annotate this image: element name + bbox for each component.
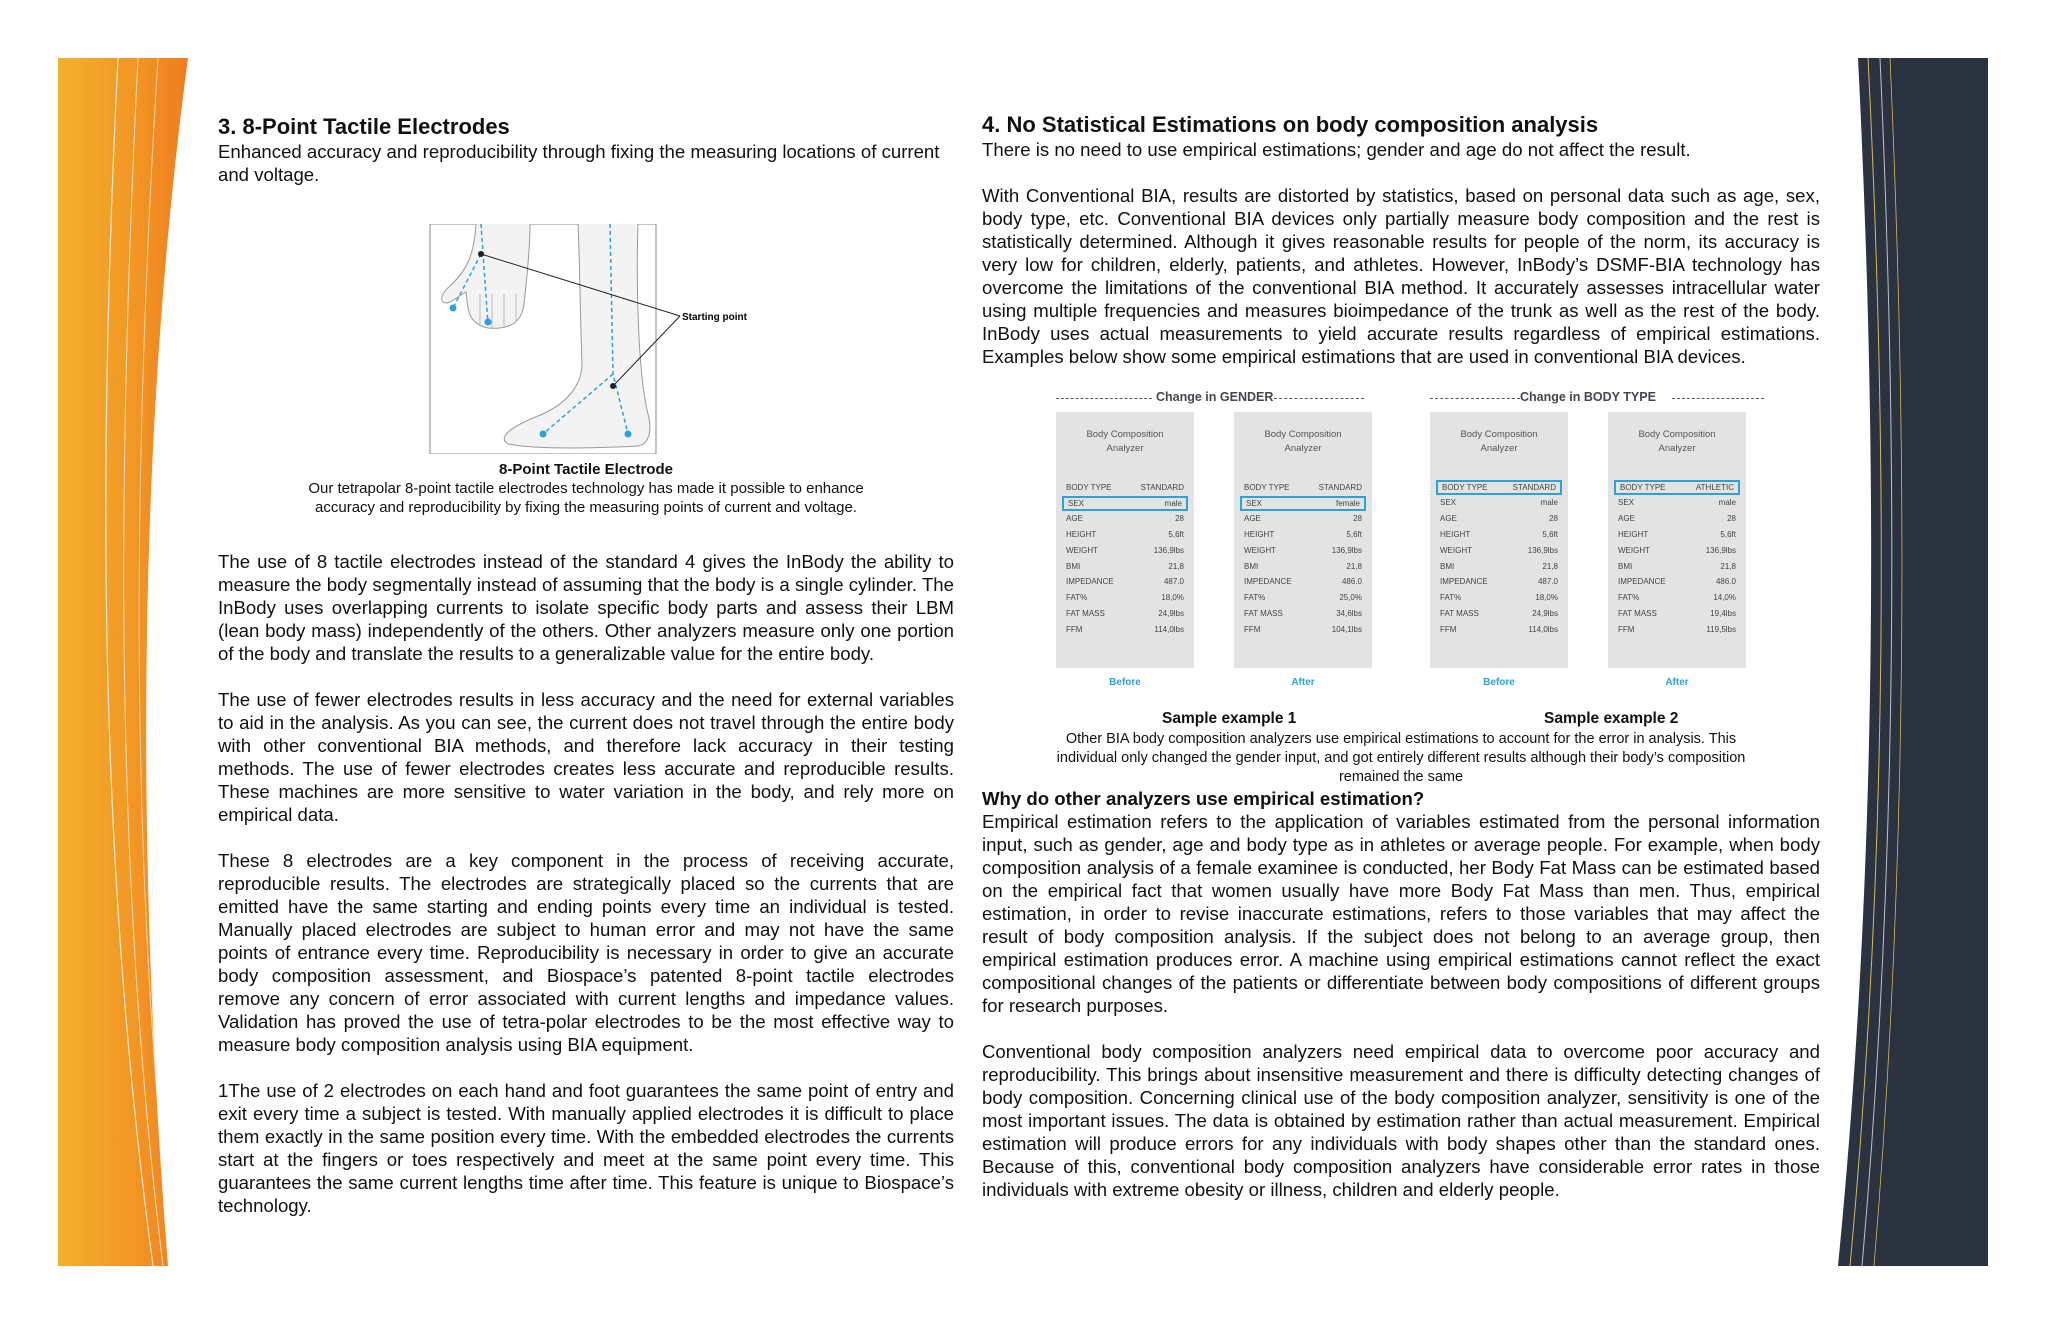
receipt-row — [1436, 621, 1562, 637]
hand-foot-electrode-illustration — [218, 224, 954, 454]
receipt-field: FFM — [1244, 624, 1261, 634]
receipt-field: HEIGHT — [1440, 529, 1471, 539]
receipt-field: FFM — [1066, 624, 1083, 634]
why-subheading: Why do other analyzers use empirical estimation? — [982, 788, 1425, 809]
section-3-intro: Enhanced accuracy and reproducibility through fixing the measuring locations of current and voltage. — [218, 141, 940, 185]
receipt-value: 5,6ft — [1168, 529, 1184, 539]
receipt-field: AGE — [1066, 514, 1083, 524]
receipt-title-line: Analyzer — [1106, 443, 1144, 454]
receipt-row — [1614, 621, 1740, 637]
analyzer-receipt — [1234, 412, 1372, 688]
receipt-row — [1614, 480, 1740, 495]
receipt-before-after-label: After — [1665, 677, 1689, 688]
receipt-field: SEX — [1068, 498, 1085, 508]
receipt-value: 21,8 — [1346, 561, 1362, 571]
receipt-field: BODY TYPE — [1244, 483, 1290, 493]
right-paragraph-1: With Conventional BIA, results are distorted by statistics, based on personal data such as age, sex, body type, etc. Conventional BIA devices only partially measure body composition and the rest is statistically determined. Although it gives reasonable results for people of the norm, its accuracy is very low for children, elderly, patients, and athletes. However, InBody’s DSMF-BIA technology has overcome the limitations of the conventional BIA method. It accurately assesses intracellular water using multiple frequencies and measures bioimpedance of the trunk as well as the rest of the body. InBody uses actual measurements to yield accurate results regardless of empirical estimations. Examples below show some empirical estimations that are used in conventional BIA devices. — [982, 185, 1820, 367]
receipt-row — [1240, 558, 1366, 574]
receipt-before-after-label: After — [1291, 677, 1315, 688]
receipt-field: BMI — [1618, 561, 1633, 571]
receipt-value: 104,1lbs — [1331, 624, 1362, 634]
receipt-field: IMPEDANCE — [1440, 577, 1488, 587]
receipt-value: 28 — [1727, 514, 1736, 524]
receipt-row — [1240, 590, 1366, 606]
right-paragraph-2: Empirical estimation refers to the application of variables estimated from the personal information input, such as gender, age and body type as in athletes or average people. For example, when body composition analysis of a female examinee is conducted, her Body Fat Mass can be estimated based on the empirical fact that women usually have more Body Fat Mass than men. Thus, empirical estimation, in order to revise inaccurate estimations, refers to those variables that may affect the result of body composition analysis. If the subject does not belong to an average group, then empirical estimation produces error. A machine using empirical estimations cannot reflect the exact compositional changes of the patients or differentiate between body compositions of different groups for research purposes. — [982, 811, 1820, 1016]
receipt-title-line: Body Composition — [1264, 429, 1342, 440]
receipt-field: BMI — [1440, 561, 1455, 571]
receipt-row — [1436, 480, 1562, 495]
receipt-field: BODY TYPE — [1620, 483, 1666, 492]
receipt-field: FAT MASS — [1440, 608, 1479, 618]
left-paragraph-2: The use of fewer electrodes results in less accuracy and the need for external variables to aid in the analysis. As you can see, the current does not travel through the entire body with other conventional BIA methods, and therefore lack accuracy in their testing methods. The use of fewer electrodes creates less accurate and reproducible results. These machines are more sensitive to water variation in the body, and rely more on empirical data. — [218, 689, 954, 825]
receipt-before-after-label: Before — [1483, 677, 1515, 688]
receipt-row — [1436, 511, 1562, 527]
receipt-row — [1240, 574, 1366, 590]
receipt-field: BODY TYPE — [1066, 483, 1112, 493]
receipt-row — [1436, 558, 1562, 574]
receipt-row — [1062, 542, 1188, 558]
receipt-title-line: Analyzer — [1284, 443, 1322, 454]
receipt-value: 136,9lbs — [1705, 545, 1736, 555]
group-gender-label: Change in GENDER — [1156, 390, 1274, 404]
left-paragraph-3: These 8 electrodes are a key component in the process of receiving accurate, reproducible results. The electrodes are strategically placed so the currents that are emitted have the same starting and ending points every time an individual is tested. Manually placed electrodes are subject to human error and may not have the same points of entrance every time. Reproducibility is necessary in order to give an accurate body composition assessment, and Biospace’s patented 8-point tactile electrodes remove any concern of error associated with current lengths and impedance values. Validation has proved the use of tetra-polar electrodes to be the most effective way to measure body composition analysis using BIA equipment. — [218, 850, 954, 1055]
sample-example-1-label: Sample example 1 — [1162, 710, 1297, 727]
receipt-row — [1614, 527, 1740, 543]
receipt-row — [1436, 495, 1562, 511]
receipt-field: HEIGHT — [1618, 529, 1649, 539]
analyzer-receipt — [1608, 412, 1746, 688]
receipt-field: BMI — [1244, 561, 1259, 571]
analyzer-receipt — [1430, 412, 1568, 688]
figure-caption — [218, 460, 954, 517]
receipt-row — [1614, 558, 1740, 574]
receipt-row — [1436, 542, 1562, 558]
receipt-row — [1436, 574, 1562, 590]
receipt-row — [1240, 527, 1366, 543]
receipt-value: 114,0lbs — [1528, 624, 1558, 634]
receipt-field: FFM — [1440, 624, 1457, 634]
receipt-field: WEIGHT — [1066, 545, 1098, 555]
receipt-row — [1062, 621, 1188, 637]
group-bodytype-label: Change in BODY TYPE — [1520, 390, 1656, 404]
receipt-value: 136,9lbs — [1331, 545, 1362, 555]
receipt-title-line: Analyzer — [1480, 443, 1518, 454]
receipt-value: 119,5lbs — [1706, 624, 1736, 634]
receipt-field: AGE — [1618, 514, 1635, 524]
sample-example-2-label: Sample example 2 — [1544, 710, 1679, 727]
starting-point-label: Starting point — [682, 312, 747, 323]
receipt-value: 18,0% — [1161, 593, 1184, 603]
receipt-row — [1240, 480, 1366, 496]
receipt-value: ATHLETIC — [1695, 483, 1734, 492]
empirical-examples-figure — [982, 390, 1820, 710]
receipt-row — [1062, 480, 1188, 496]
receipt-title-line: Body Composition — [1638, 429, 1716, 440]
receipt-value: 21,8 — [1720, 561, 1736, 571]
receipt-title — [1056, 428, 1194, 456]
sample-labels — [982, 710, 1820, 730]
receipt-field: HEIGHT — [1066, 529, 1097, 539]
receipt-value: 5,6ft — [1346, 529, 1362, 539]
receipt-row — [1062, 527, 1188, 543]
receipt-row — [1436, 527, 1562, 543]
receipt-value: male — [1164, 498, 1182, 508]
receipt-row — [1614, 495, 1740, 511]
receipt-value: 5,6ft — [1542, 529, 1558, 539]
receipt-value: STANDARD — [1318, 483, 1362, 493]
receipt-value: 14,0% — [1713, 593, 1736, 603]
receipt-field: WEIGHT — [1244, 545, 1276, 555]
receipt-value: 18,0% — [1535, 593, 1558, 603]
receipt-field: IMPEDANCE — [1618, 577, 1666, 587]
receipt-value: 28 — [1549, 514, 1558, 524]
receipt-field: BMI — [1066, 561, 1081, 571]
receipt-row — [1062, 496, 1188, 511]
receipt-value: 19,4lbs — [1710, 608, 1736, 618]
receipt-field: AGE — [1244, 514, 1261, 524]
receipt-field: FAT% — [1244, 593, 1266, 603]
receipt-field: FAT MASS — [1066, 608, 1105, 618]
receipt-value: 21,8 — [1168, 561, 1184, 571]
receipt-title-line: Body Composition — [1460, 429, 1538, 440]
caption-title: 8-Point Tactile Electrode — [499, 461, 673, 478]
caption-text: Our tetrapolar 8-point tactile electrodes technology has made it possible to enhance accuracy and reproducibility by fixing the measuring points of current and voltage. — [308, 480, 864, 516]
receipt-row — [1614, 590, 1740, 606]
receipt-value: 28 — [1175, 514, 1184, 524]
receipt-value: STANDARD — [1140, 483, 1184, 493]
section-3-heading: 3. 8-Point Tactile Electrodes — [218, 114, 510, 139]
receipt-field: SEX — [1440, 498, 1457, 508]
receipt-row — [1062, 606, 1188, 622]
receipt-before-after-label: Before — [1109, 677, 1141, 688]
receipt-title — [1608, 428, 1746, 456]
receipt-row — [1240, 606, 1366, 622]
receipt-value: 486.0 — [1715, 577, 1736, 587]
receipt-value: 487.0 — [1163, 577, 1184, 587]
receipt-field: FAT% — [1066, 593, 1088, 603]
left-paragraph-1: The use of 8 tactile electrodes instead of the standard 4 gives the InBody the ability to measure the body segmentally instead of assuming that the body is a single cylinder. The InBody uses overlapping currents to isolate specific body parts and assess their LBM (lean body mass) independently of the others. Other analyzers measure only one portion of the body and translate the results to a generalizable value for the entire body. — [218, 551, 954, 664]
receipt-title-line: Body Composition — [1086, 429, 1164, 440]
receipt-row — [1614, 511, 1740, 527]
receipt-row — [1240, 621, 1366, 637]
receipt-value: 486.0 — [1341, 577, 1362, 587]
receipt-value: 114,0lbs — [1154, 624, 1184, 634]
section-4-intro: There is no need to use empirical estimations; gender and age do not affect the result. — [982, 139, 1691, 160]
navy-swoosh-decoration — [1838, 58, 1988, 1266]
receipt-title-line: Analyzer — [1658, 443, 1696, 454]
receipt-field: IMPEDANCE — [1066, 577, 1114, 587]
receipt-value: 24,9lbs — [1158, 608, 1184, 618]
receipt-value: 136,9lbs — [1153, 545, 1184, 555]
receipt-field: WEIGHT — [1618, 545, 1650, 555]
receipt-value: 136,9lbs — [1527, 545, 1558, 555]
analyzer-receipt — [1056, 412, 1194, 688]
receipt-value: 21,8 — [1542, 561, 1558, 571]
receipt-row — [1240, 511, 1366, 527]
receipt-field: FAT MASS — [1618, 608, 1657, 618]
receipt-value: male — [1718, 498, 1736, 508]
receipt-field: BODY TYPE — [1442, 483, 1488, 492]
receipt-field: IMPEDANCE — [1244, 577, 1292, 587]
receipt-row — [1240, 496, 1366, 511]
receipt-value: male — [1540, 498, 1558, 508]
receipt-value: 25,0% — [1339, 593, 1362, 603]
receipt-value: 24,9lbs — [1532, 608, 1558, 618]
receipt-field: SEX — [1246, 498, 1263, 508]
receipt-row — [1240, 542, 1366, 558]
receipt-row — [1062, 590, 1188, 606]
receipt-row — [1062, 511, 1188, 527]
receipt-row — [1614, 574, 1740, 590]
left-paragraph-4: 1The use of 2 electrodes on each hand and foot guarantees the same point of entry and exit every time a subject is tested. With manually applied electrodes it is difficult to place them exactly in the same position every time. With the embedded electrodes the currents start at the fingers or toes respectively and meet at the same point every time. This guarantees the same current lengths time after time. This feature is unique to Biospace’s technology. — [218, 1080, 954, 1216]
orange-swoosh-decoration — [58, 58, 188, 1266]
left-column — [218, 114, 954, 1217]
receipt-row — [1436, 590, 1562, 606]
receipt-row — [1614, 606, 1740, 622]
section-4-heading: 4. No Statistical Estimations on body composition analysis — [982, 112, 1599, 137]
receipt-field: FAT MASS — [1244, 608, 1283, 618]
receipt-field: SEX — [1618, 498, 1635, 508]
receipt-field: FFM — [1618, 624, 1635, 634]
receipt-field: AGE — [1440, 514, 1457, 524]
receipt-field: HEIGHT — [1244, 529, 1275, 539]
receipt-field: FAT% — [1440, 593, 1462, 603]
receipt-row — [1436, 606, 1562, 622]
receipt-row — [1062, 574, 1188, 590]
receipt-title — [1430, 428, 1568, 456]
receipt-value: 487.0 — [1537, 577, 1558, 587]
receipt-value: STANDARD — [1512, 483, 1556, 492]
receipt-value: 34,6lbs — [1336, 608, 1362, 618]
right-column — [982, 112, 1820, 1201]
receipt-row — [1614, 542, 1740, 558]
receipt-value: female — [1335, 498, 1360, 508]
electrode-figure — [218, 224, 954, 454]
receipt-title — [1234, 428, 1372, 456]
receipt-field: FAT% — [1618, 593, 1640, 603]
receipt-field: WEIGHT — [1440, 545, 1472, 555]
examples-caption: Other BIA body composition analyzers use empirical estimations to account for the error in analysis. This individual only changed the gender input, and got entirely different results although their body’s composition remained the same — [1056, 731, 1746, 785]
receipt-value: 28 — [1353, 514, 1362, 524]
receipt-value: 5,6ft — [1720, 529, 1736, 539]
receipt-row — [1062, 558, 1188, 574]
right-paragraph-3: Conventional body composition analyzers need empirical data to overcome poor accuracy and reproducibility. This brings about insensitive measurement and there is difficulty detecting changes of body composition. Concerning clinical use of the body composition analyzer, sensitivity is one of the most important issues. The data is obtained by estimation rather than actual measurement. Empirical estimation will produce errors for any individuals with body shapes other than the standard ones. Because of this, conventional body composition analyzers have considerable error rates in those individuals with extreme obesity or illness, children and elderly people. — [982, 1041, 1820, 1200]
